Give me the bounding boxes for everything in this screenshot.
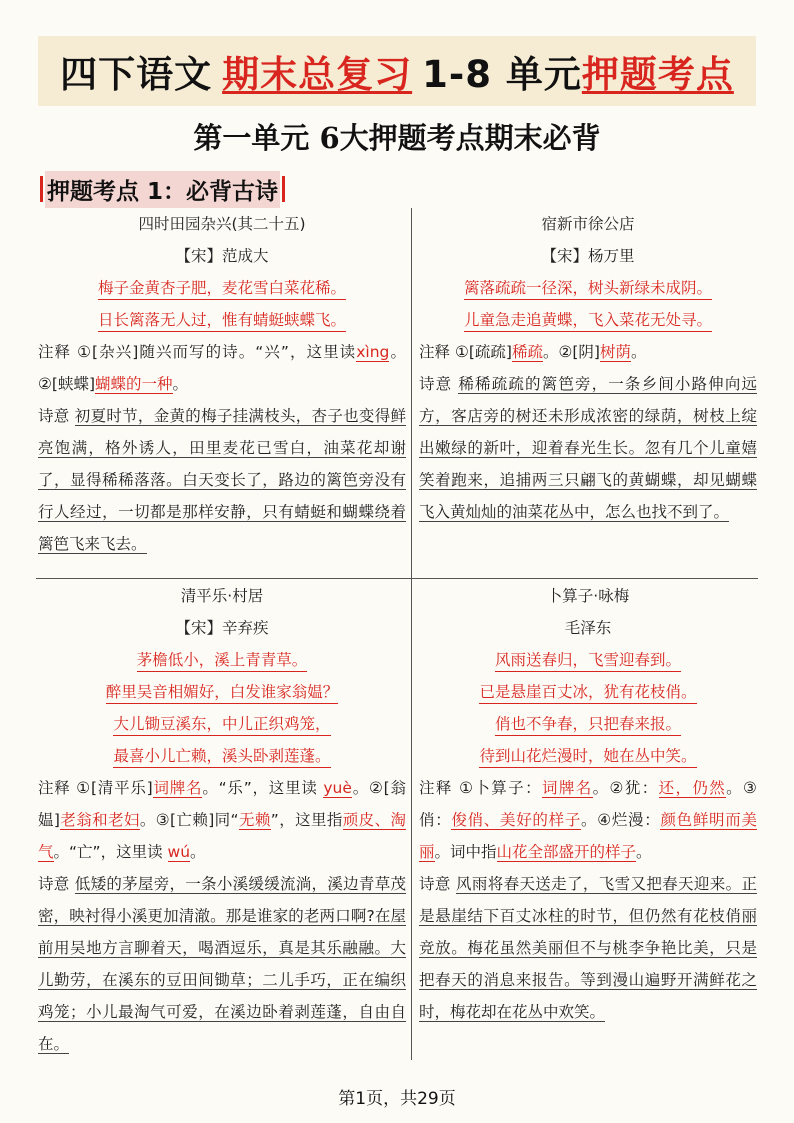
poem-author: 【宋】杨万里 — [541, 247, 635, 265]
poem-card — [38, 580, 406, 1060]
poem-meaning — [419, 368, 757, 528]
note-answer: 俊俏、美好的样子 — [451, 811, 582, 829]
row-divider — [36, 578, 758, 579]
poem-author: 毛泽东 — [564, 619, 612, 637]
section-heading — [38, 170, 287, 208]
poem-line: 待到山花烂漫时，她在丛中笑。 — [419, 740, 757, 772]
poem-card — [38, 208, 406, 560]
poem-line: 儿童急走追黄蝶，飞入菜花无处寻。 — [419, 304, 757, 336]
poem-line: 大儿锄豆溪东，中儿正织鸡笼， — [38, 708, 406, 740]
poem-title: 卜算子·咏梅 — [546, 587, 630, 605]
title-part-grade: 四下语文 — [60, 53, 213, 96]
note-text: 。④烂漫： — [581, 811, 661, 829]
note-label: 注释 — [38, 343, 72, 361]
poem-line: 醉里吴音相媚好，白发谁家翁媪？ — [38, 676, 406, 708]
poem-line: 俏也不争春，只把春来报。 — [419, 708, 757, 740]
note-answer: 还，仍然 — [658, 779, 727, 797]
poem-notes — [419, 336, 757, 368]
title-part-points: 押题考点 — [581, 53, 734, 96]
poem-meaning — [38, 400, 406, 560]
meaning-label: 诗意 — [38, 875, 70, 893]
note-text: 。②[翁媪] — [38, 779, 406, 829]
note-answer: 无赖 — [238, 811, 271, 829]
title-part-units: 1-8 单元 — [422, 53, 582, 96]
unit-subtitle: 第一单元 6大押题考点期末必背 — [193, 121, 601, 155]
note-answer: 词牌名 — [541, 779, 593, 797]
note-text: 。“乐”，这里读 — [202, 779, 324, 797]
note-text: 。词中指 — [434, 843, 497, 861]
poem-line: 日长篱落无人过，惟有蜻蜓蛱蝶飞。 — [38, 304, 406, 336]
note-text: 。③俏： — [419, 779, 757, 829]
poem-line: 已是悬崖百丈冰，犹有花枝俏。 — [419, 676, 757, 708]
note-text: 。 — [630, 343, 647, 361]
poem-title: 宿新市徐公店 — [541, 215, 635, 233]
heading-bar-right — [282, 176, 285, 202]
note-text: ①卜算子： — [459, 779, 542, 797]
poem-line: 风雨送春归，飞雪迎春到。 — [419, 644, 757, 676]
poem-author: 【宋】辛弃疾 — [175, 619, 269, 637]
poem-title: 清平乐·村居 — [180, 587, 264, 605]
poem-title: 四时田园杂兴(其二十五) — [138, 215, 306, 233]
meaning-text: 低矮的茅屋旁，一条小溪缓缓流淌，溪边青草茂密，映衬得小溪更加清澈。那是谁家的老两口啊?在屋前用吴地方言聊着天，喝酒逗乐，真是其乐融融。大儿勤劳，在溪东的豆田间锄草；二儿手巧，正在编织鸡笼；小儿最淘气可爱，在溪边卧着剥莲蓬，自由自在。 — [38, 875, 406, 1053]
meaning-text: 稀稀疏疏的篱笆旁，一条乡间小路伸向远方，客店旁的树还未形成浓密的绿荫，树枝上绽出嫩绿的新叶，迎着春光生长。忽有几个儿童嬉笑着跑来，追捕两三只翩飞的黄蝴蝶，却见蝴蝶飞入黄灿灿的油菜花丛中，怎么也找不到了。 — [419, 375, 757, 521]
note-text: ”，这里指 — [270, 811, 343, 829]
meaning-label: 诗意 — [419, 875, 451, 893]
poem-lines — [419, 644, 757, 772]
poem-notes — [38, 336, 406, 400]
note-text: ①[清平乐] — [76, 779, 153, 797]
poem-line: 梅子金黄杏子肥，麦花雪白菜花稀。 — [38, 272, 406, 304]
poem-lines — [419, 272, 757, 336]
note-answer: 山花全部盛开的样子 — [496, 843, 637, 861]
poem-notes — [38, 772, 406, 868]
page-number: 第1页，共29页 — [338, 1089, 456, 1109]
note-answer: yuè — [323, 779, 352, 797]
meaning-text: 风雨将春天送走了，飞雪又把春天迎来。正是悬崖结下百丈冰柱的时节，但仍然有花枝俏丽竞放。梅花虽然美丽但不与桃李争艳比美，只是把春天的消息来报告。等到漫山遍野开满鲜花之时，梅花却在花丛中欢笑。 — [419, 875, 757, 1021]
page-title — [38, 36, 756, 106]
note-text: 。 — [636, 843, 652, 861]
title-banner — [38, 36, 756, 106]
title-part-review: 期末总复习 — [222, 53, 413, 96]
note-label: 注释 — [38, 779, 71, 797]
meaning-label: 诗意 — [419, 375, 453, 393]
poem-meaning — [38, 868, 406, 1060]
note-label: 注释 — [419, 779, 453, 797]
note-text: 。 — [190, 843, 206, 861]
poem-lines — [38, 272, 406, 336]
meaning-text: 初夏时节，金黄的梅子挂满枝头，杏子也变得鲜亮饱满，格外诱人，田里麦花已雪白，油菜花却谢了，显得稀稀落落。白天变长了，路边的篱笆旁没有行人经过，一切都是那样安静，只有蜻蜓和蝴蝶绕着篱笆飞来飞去。 — [38, 407, 406, 553]
note-text: ①[疏疏] — [454, 343, 512, 361]
poem-line: 篱落疏疏一径深，树头新绿未成阴。 — [419, 272, 757, 304]
note-text: 。 — [172, 375, 189, 393]
poem-author: 【宋】范成大 — [175, 247, 269, 265]
poem-line: 茅檐低小，溪上青青草。 — [38, 644, 406, 676]
note-answer: 顽皮、淘气 — [38, 811, 406, 861]
section-heading-text: 押题考点 1：必背古诗 — [45, 171, 280, 208]
note-answer: 老翁和老妇 — [59, 811, 140, 829]
note-answer: 颜色鲜明而美丽 — [419, 811, 757, 861]
note-label: 注释 — [419, 343, 451, 361]
note-text: 。②[蛱蝶] — [38, 343, 406, 393]
poem-notes — [419, 772, 757, 868]
poem-meaning — [419, 868, 757, 1028]
note-text: 。②犹： — [592, 779, 659, 797]
column-divider — [411, 208, 412, 1060]
note-answer: 稀疏 — [511, 343, 543, 361]
note-answer: 词牌名 — [152, 779, 203, 797]
note-text: 。③[亡赖]同“ — [139, 811, 239, 829]
note-answer: 蝴蝶的一种 — [95, 375, 173, 393]
poem-card — [419, 208, 757, 528]
note-text: ①[杂兴]随兴而写的诗。“兴”，这里读 — [77, 343, 357, 361]
note-text: 。②[阴] — [542, 343, 600, 361]
poem-card — [419, 580, 757, 1028]
note-answer: 树荫 — [599, 343, 631, 361]
note-text: 。“亡”，这里读 — [53, 843, 168, 861]
poem-line: 最喜小儿亡赖，溪头卧剥莲蓬。 — [38, 740, 406, 772]
poem-lines — [38, 644, 406, 772]
note-answer: xìng — [356, 343, 390, 361]
meaning-label: 诗意 — [38, 407, 70, 425]
note-answer: wú — [167, 843, 191, 861]
heading-bar-left — [40, 176, 43, 202]
